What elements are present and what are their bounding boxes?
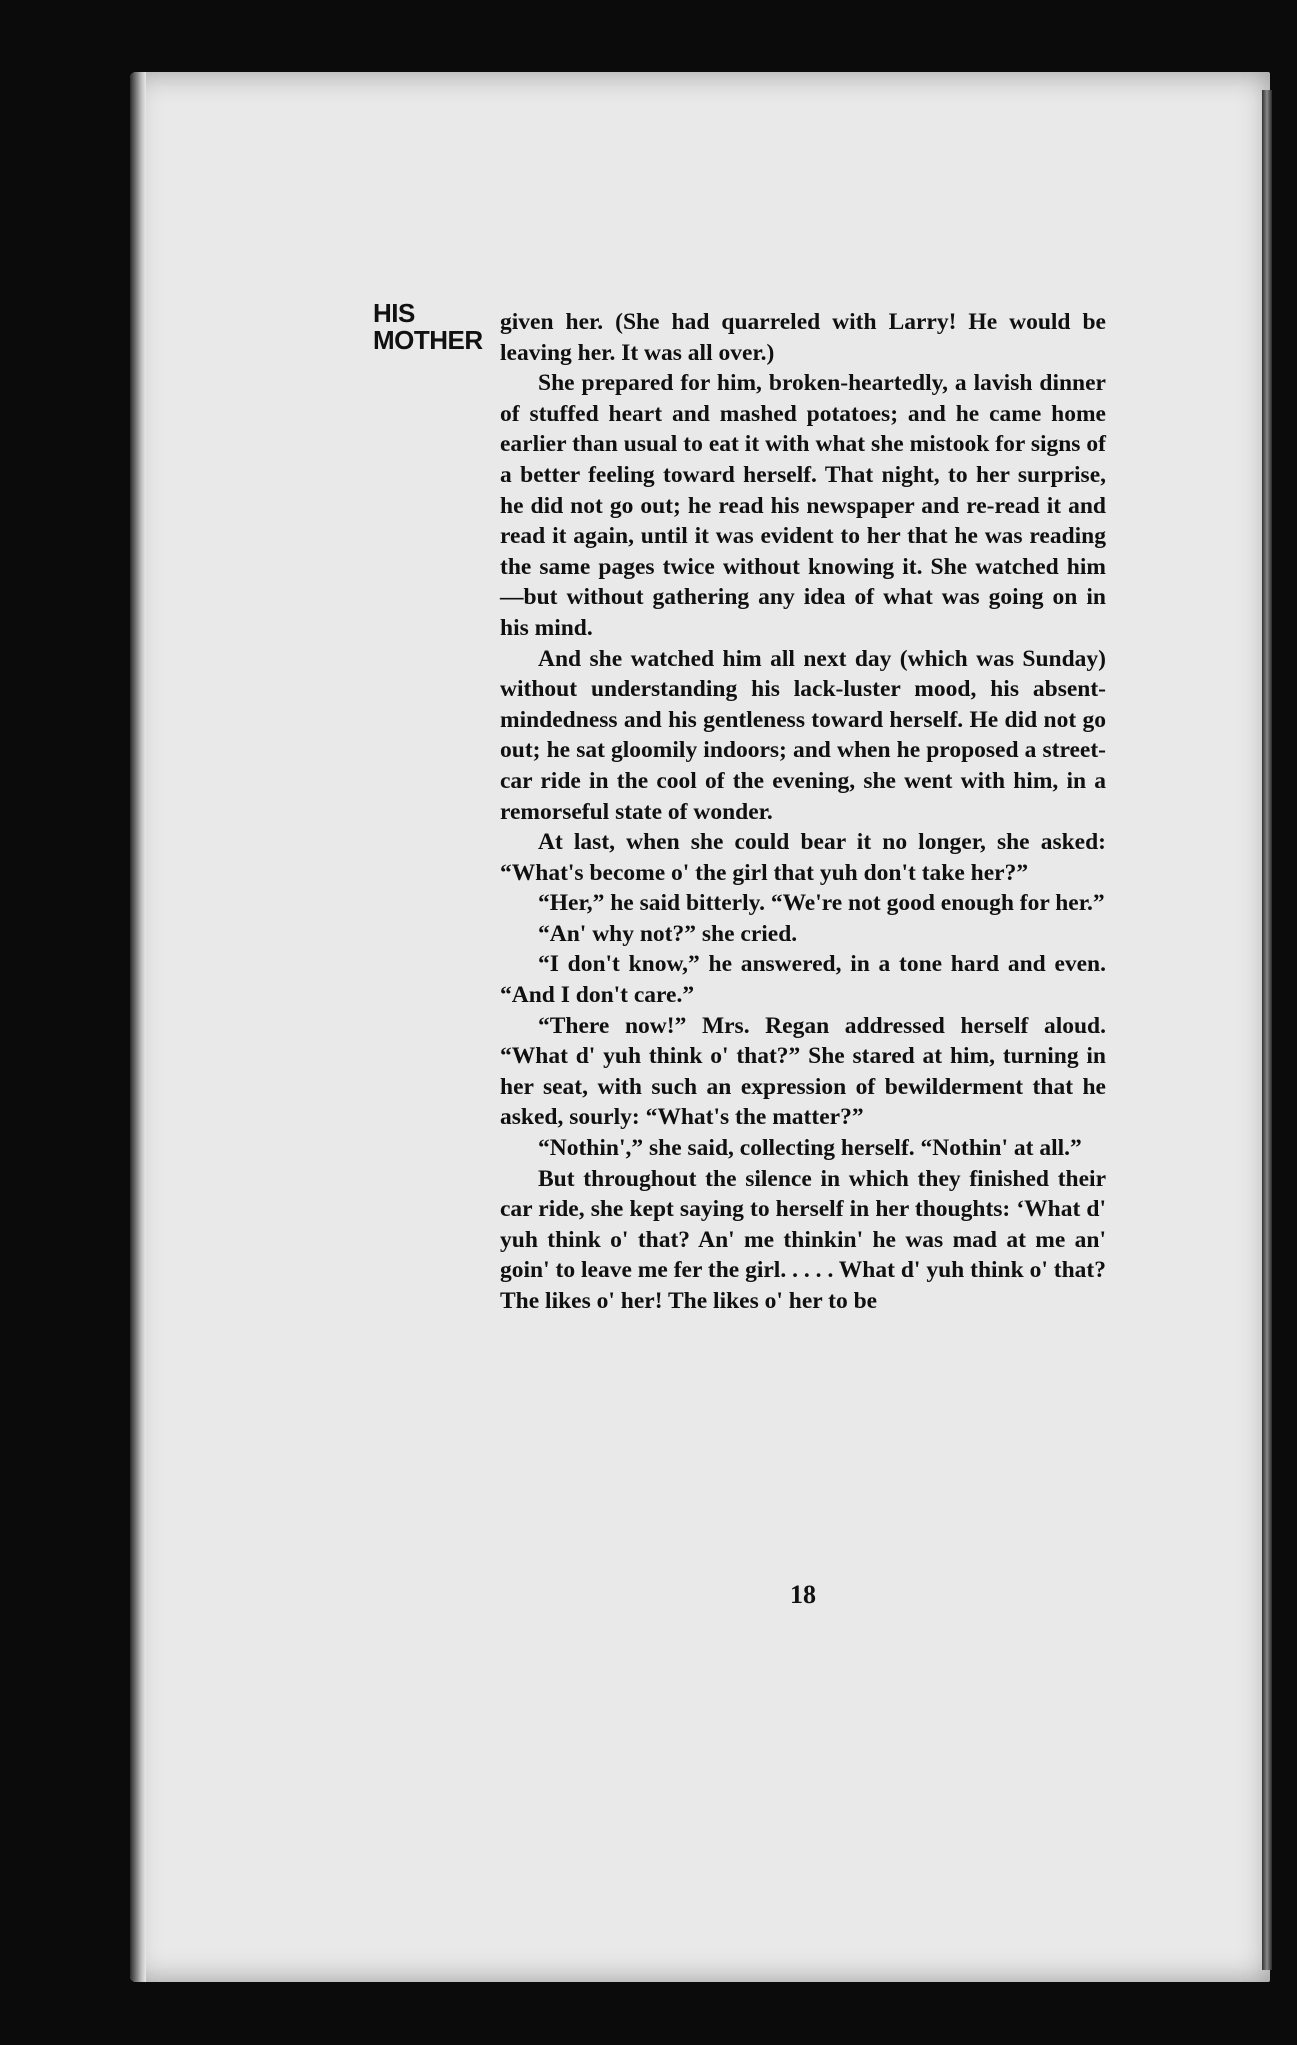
paragraph: “Her,” he said bitterly. “We're not good enough for her.” xyxy=(538,890,1105,917)
paragraph: At last, when she could bear it no longer, she asked: “What's become o' the girl that yuh don't take her?” xyxy=(500,829,1106,886)
running-head-line-1: HIS xyxy=(373,298,415,328)
page-number: 18 xyxy=(790,1580,816,1609)
paragraph: given her. (She had quarreled with Larry! He would be leaving her. It was all over.) xyxy=(500,309,1106,366)
paragraph: “I don't know,” he answered, in a tone hard and even. “And I don't care.” xyxy=(500,951,1106,1009)
page-gutter-edge xyxy=(1262,90,1272,1970)
paragraph: She prepared for him, broken-heartedly, a lavish dinner of stuffed heart and mashed potatoes; and he came home earlier than usual to eat it with what she mistook for signs of a better feeling toward herself. That night, to her surprise, he did not go out; he read his newspaper and re-read it and read it again, until it was evident to her that he was reading the same pages twice without knowing it. She watched him—but without gathering any idea of what was going on in his mind. xyxy=(500,370,1106,641)
paragraph: “An' why not?” she cried. xyxy=(538,920,798,947)
paragraph: “There now!” Mrs. Regan addressed herself aloud. “What d' yuh think o' that?” She stared at him, turning in her seat, with such an expression of bewilderment that he asked, sourly: “What's the matter?” xyxy=(500,1012,1106,1131)
body-text xyxy=(500,307,1106,1317)
paragraph: But throughout the silence in which they finished their car ride, she kept saying to herself in her thoughts: ‘What d' yuh think o' that? An' me thinkin' he was mad at me an' goin' to leave me fer the girl. . . . . What d' yuh think o' that? The likes o' her! The likes o' her to be xyxy=(500,1165,1106,1314)
running-head xyxy=(373,300,483,354)
paragraph: And she watched him all next day (which was Sunday) without understanding his lack-luster mood, his absent-mindedness and his gentleness toward herself. He did not go out; he sat gloomily indoors; and when he proposed a street-car ride in the cool of the evening, she went with him, in a remorseful state of wonder. xyxy=(500,645,1106,825)
paragraph: “Nothin',” she said, collecting herself. “Nothin' at all.” xyxy=(538,1135,1082,1162)
running-head-line-2: MOTHER xyxy=(373,325,483,355)
